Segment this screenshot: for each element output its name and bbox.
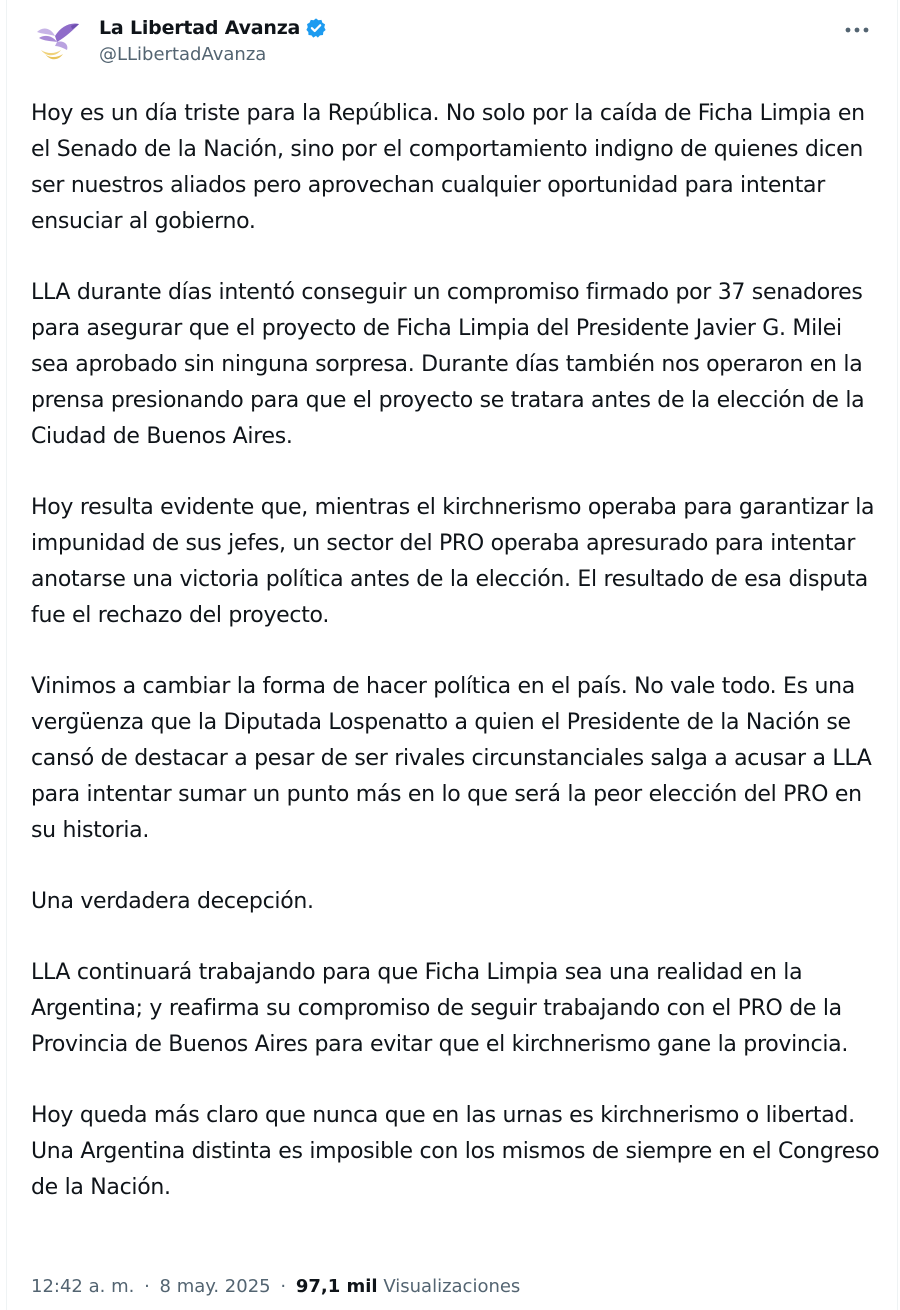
tweet-date[interactable]: 8 may. 2025 [159, 1276, 271, 1297]
views-label: Visualizaciones [383, 1276, 521, 1297]
tweet-card [6, 0, 898, 1310]
meta-separator: · [144, 1276, 150, 1297]
meta-separator: · [280, 1276, 287, 1297]
tweet-meta [31, 1276, 520, 1297]
tweet-paragraph: Vinimos a cambiar la forma de hacer política en el país. No vale todo. Es una vergüenza que la Diputada Lospenatto a quien el Presidente de la Nación se cansó de destacar a pesar de ser rivales circunstanciales salga a acusar a LLA para intentar sumar un punto más en lo que será la peor elección del PRO en su historia. [31, 674, 872, 843]
display-name-row [99, 14, 327, 42]
more-options-icon [844, 26, 870, 34]
tweet-paragraph: Hoy resulta evidente que, mientras el kirchnerismo operaba para garantizar la impunidad de sus jefes, un sector del PRO operaba apresurado para intentar anotarse una victoria política antes de la elección. El resultado de esa disputa fue el rechazo del proyecto. [31, 495, 875, 628]
tweet-paragraph: LLA durante días intentó conseguir un compromiso firmado por 37 senadores para asegurar que el proyecto de Ficha Limpia del Presidente Javier G. Milei sea aprobado sin ninguna sorpresa. Durante días también nos operaron en la prensa presionando para que el proyecto se tratara antes de la elección de la Ciudad de Buenos Aires. [31, 280, 865, 449]
tweet-paragraph: Una verdadera decepción. [31, 889, 314, 914]
verified-badge-icon [305, 17, 327, 39]
display-name[interactable]: La Libertad Avanza [99, 17, 301, 39]
dove-logo-icon [27, 10, 87, 70]
tweet-paragraph: LLA continuará trabajando para que Ficha Limpia sea una realidad en la Argentina; y reafirma su compromiso de seguir trabajando con el PRO de la Provincia de Buenos Aires para evitar que el kirchnerismo gane la provincia. [31, 960, 849, 1057]
more-options-button[interactable] [839, 18, 875, 42]
avatar[interactable] [27, 10, 87, 70]
author-names [99, 14, 327, 65]
tweet-text [31, 96, 881, 1241]
author-handle[interactable]: @LLibertadAvanza [99, 44, 267, 65]
tweet-time[interactable]: 12:42 a. m. [31, 1276, 135, 1297]
tweet-paragraph: Hoy es un día triste para la República. No solo por la caída de Ficha Limpia en el Senado de la Nación, sino por el comportamiento indigno de quienes dicen ser nuestros aliados pero aprovechan cualquier oportunidad para intentar ensuciar al gobierno. [31, 101, 865, 234]
views-count: 97,1 mil [295, 1276, 378, 1297]
tweet-paragraph: Hoy queda más claro que nunca que en las urnas es kirchnerismo o libertad. Una Argentina distinta es imposible con los mismos de siempre en el Congreso de la Nación. [31, 1103, 880, 1200]
tweet-header [27, 10, 877, 74]
